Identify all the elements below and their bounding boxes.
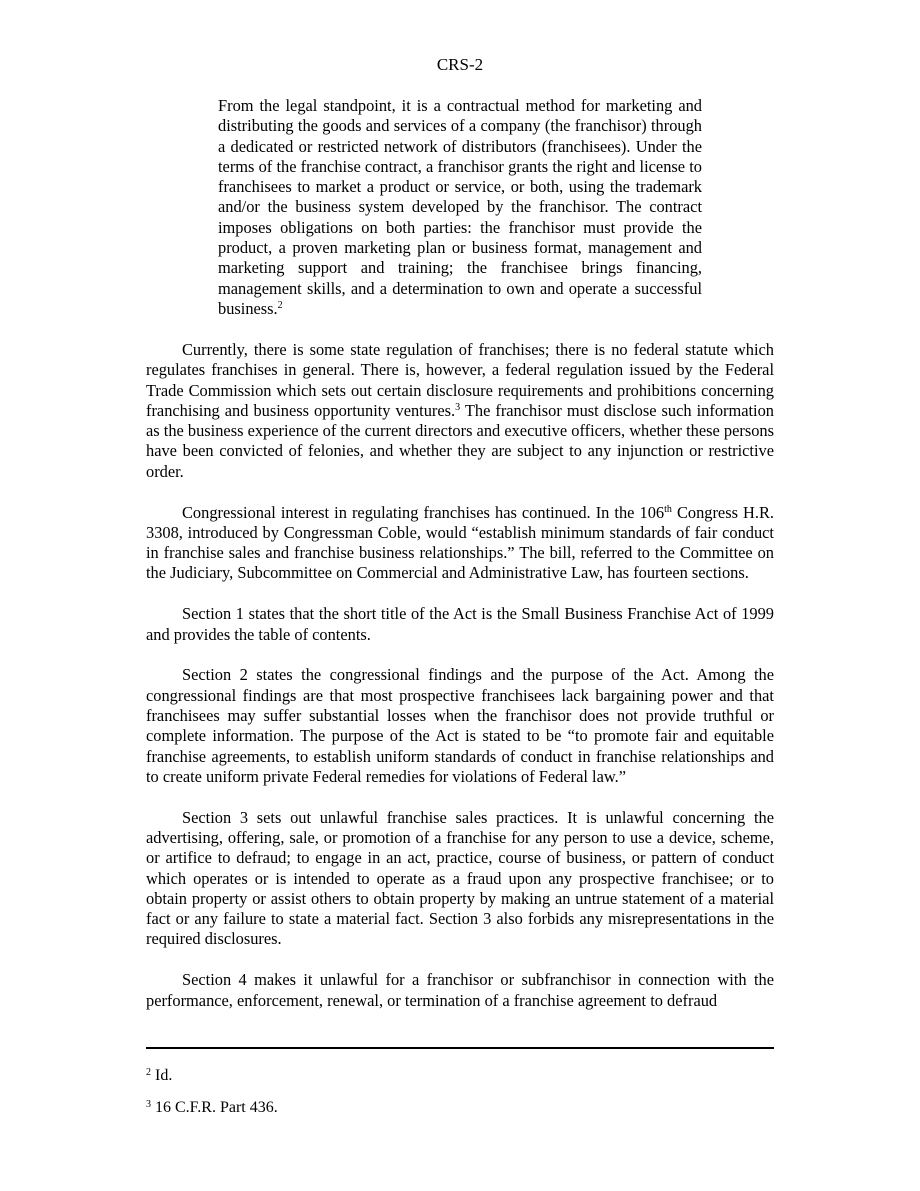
footnote-divider [146,1047,774,1049]
paragraph-text: Congressional interest in regulating franchises has continued. In the 106 [182,502,665,522]
footnote-2 [146,1066,774,1086]
footnote-3 [146,1098,774,1118]
paragraph-section-1: Section 1 states that the short title of the Act is the Small Business Franchise Act of 1999 and provides the table of contents. [146,604,774,644]
paragraph-text: The franchisor must disclose such information as the business experience of the current directors and executive officers, whether these persons have been convicted of felonies, and whether they are subject to any injunction or restrictive order. [146,400,774,481]
paragraph-congressional-interest [146,503,774,584]
footnote-text: Id. [151,1067,173,1084]
ordinal-suffix: th [664,503,672,515]
page-header: CRS-2 [436,55,484,74]
footnote-ref-3[interactable]: 3 [455,401,461,413]
block-quote-text: From the legal standpoint, it is a contractual method for marketing and distributing the goods and services of a company (the franchisor) through a dedicated or restricted network of distributors (franchisees). Under the terms of the franchise contract, a franchisor grants the right and license to franchisees to market a product or service, or both, using the trademark and/or the business system developed by the franchisor. The contract imposes obligations on both parties: the franchisor must provide the product, a proven marketing plan or business format, management and marketing support and training; the franchisee brings financing, management skills, and a determination to own and operate a successful business. [218,96,702,318]
footnote-number: 3 [146,1099,151,1110]
paragraph-text: Congress H.R. 3308, introduced by Congressman Coble, would “establish minimum standards of fair conduct in franchise sales and franchise business relationships.” The bill, referred to the Committee on the Judiciary, Subcommittee on Commercial and Administrative Law, has fourteen sections. [146,502,774,583]
block-quote [218,96,702,319]
footnote-ref-2[interactable]: 2 [277,299,283,311]
footnotes [146,1066,774,1130]
footnote-text: 16 C.F.R. Part 436. [151,1099,278,1116]
paragraph-section-4: Section 4 makes it unlawful for a franchisor or subfranchisor in connection with the performance, enforcement, renewal, or termination of a franchise agreement to defraud [146,970,774,1010]
paragraph-section-2: Section 2 states the congressional findings and the purpose of the Act. Among the congressional findings are that most prospective franchisees lack bargaining power and that franchisees may suffer substantial losses when the franchisor does not provide truthful or complete information. The purpose of the Act is stated to be “to promote fair and equitable franchise agreements, to establish uniform standards of conduct in franchise relationships and to create uniform private Federal remedies for violations of Federal law.” [146,665,774,786]
paragraph-text: Currently, there is some state regulation of franchises; there is no federal statute which regulates franchises in general. There is, however, a federal regulation issued by the Federal Trade Commission which sets out certain disclosure requirements and prohibitions concerning franchising and business opportunity ventures. [146,340,774,420]
paragraph-state-regulation [146,340,774,482]
footnote-number: 2 [146,1067,151,1078]
body-text [146,340,774,1031]
paragraph-section-3: Section 3 sets out unlawful franchise sales practices. It is unlawful concerning the advertising, offering, sale, or promotion of a franchise for any person to use a device, scheme, or artifice to defraud; to engage in an act, practice, course of business, or pattern of conduct which operates or is intended to operate as a fraud upon any prospective franchisee; or to obtain property or assist others to obtain property by making an untrue statement of a material fact or any failure to state a material fact. Section 3 also forbids any misrepresentations in the required disclosures. [146,807,774,949]
